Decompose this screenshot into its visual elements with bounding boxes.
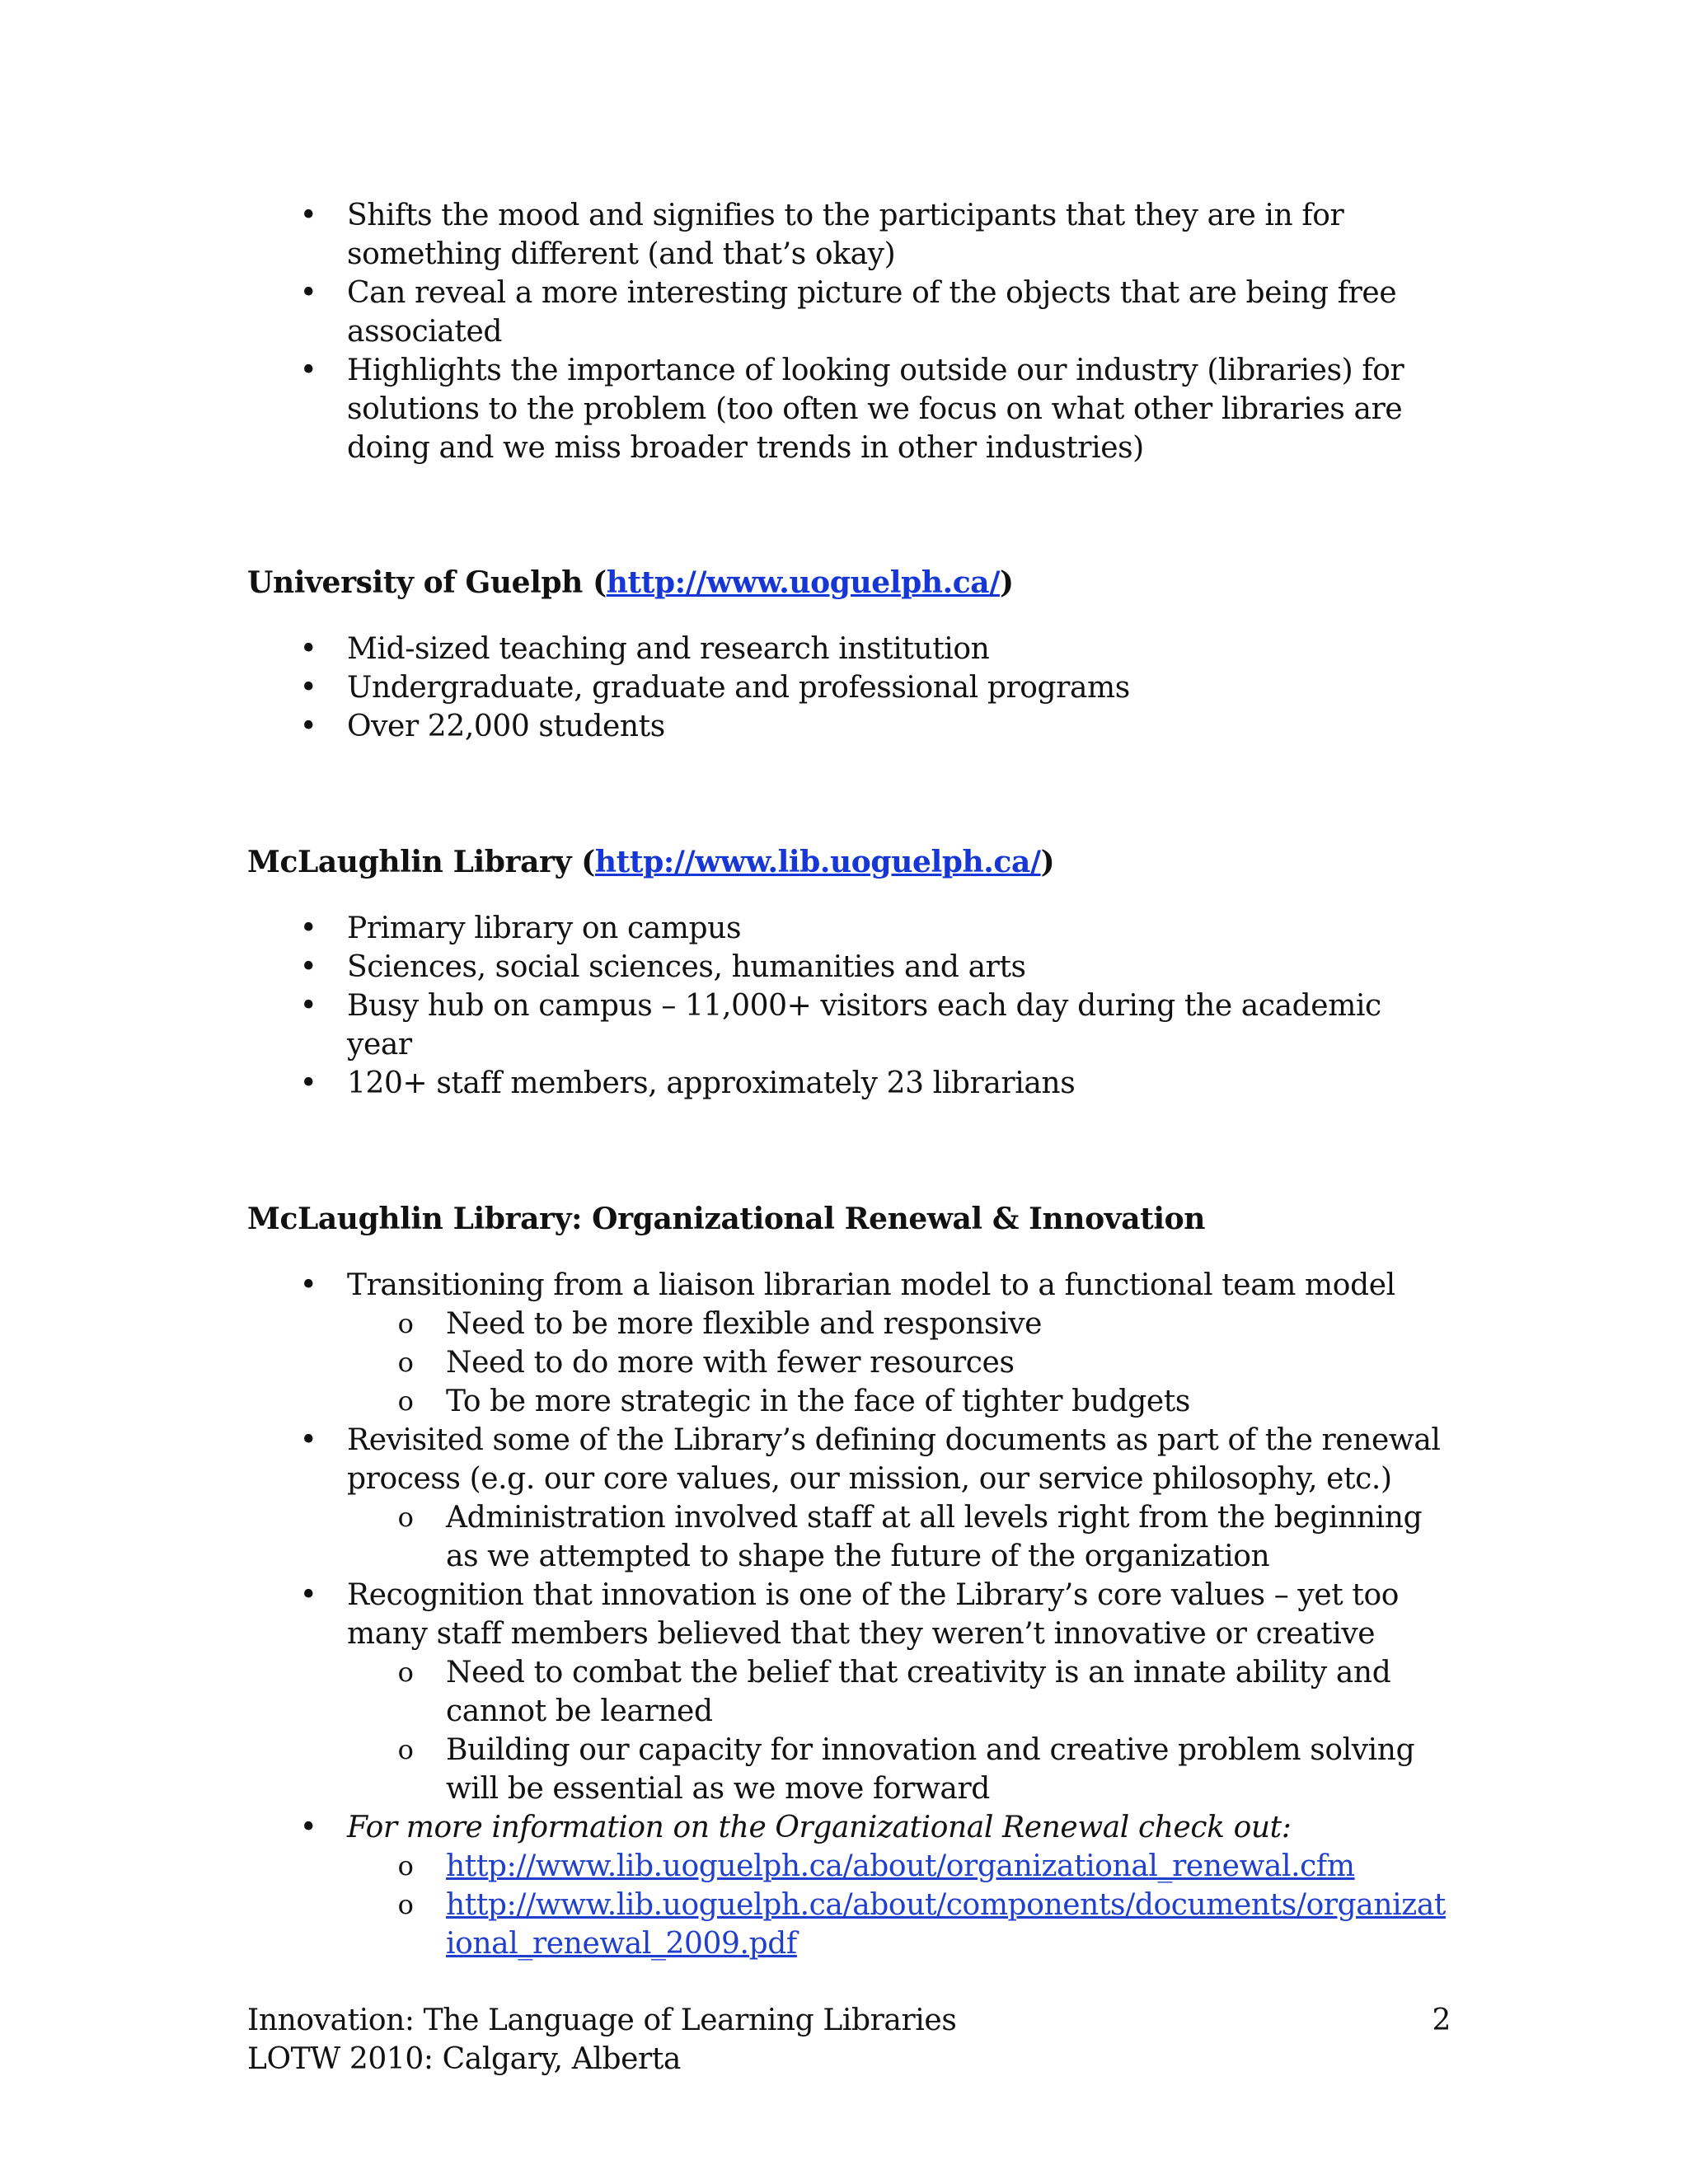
list-item — [247, 909, 1451, 948]
circle-bullet-icon: o — [397, 1850, 414, 1882]
list-item — [247, 630, 1451, 668]
section-heading-mclaughlin — [247, 843, 1451, 882]
sub-list-item — [247, 1886, 1451, 1963]
list-item — [247, 987, 1451, 1064]
bullet-icon: • — [299, 632, 317, 666]
sub-list-item-text: To be more strategic in the face of tighter budgets — [446, 1385, 1190, 1418]
bullet-icon: • — [299, 989, 317, 1023]
list-item-text: Can reveal a more interesting picture of the objects that are being free associated — [347, 276, 1397, 349]
bullet-icon: • — [299, 354, 317, 387]
section-heading-renewal — [247, 1200, 1451, 1239]
sub-list-item-text: Administration involved staff at all levels right from the beginning as we attempted to shape the future of the organization — [446, 1501, 1423, 1573]
sub-list-item — [247, 1343, 1451, 1382]
bullet-icon: • — [299, 1268, 317, 1302]
list-item — [247, 707, 1451, 746]
bullet-icon: • — [299, 710, 317, 743]
list-item-text: Transitioning from a liaison librarian model to a functional team model — [347, 1268, 1395, 1302]
mclaughlin-bullet-list — [247, 909, 1451, 1103]
sub-list-item — [247, 1653, 1451, 1731]
heading-text: McLaughlin Library ( — [247, 845, 595, 879]
circle-bullet-icon: o — [397, 1657, 414, 1688]
list-item-text: Mid-sized teaching and research institution — [347, 632, 990, 666]
mclaughlin-url-link[interactable]: http://www.lib.uoguelph.ca/ — [594, 845, 1041, 879]
list-item — [247, 1266, 1451, 1305]
bullet-icon: • — [299, 671, 317, 705]
heading-text: University of Guelph ( — [247, 565, 607, 600]
sub-list-item-text: Need to be more flexible and responsive — [446, 1307, 1043, 1341]
heading-text: McLaughlin Library: Organizational Renewal & Innovation — [247, 1202, 1206, 1236]
circle-bullet-icon: o — [397, 1889, 414, 1920]
list-item — [247, 1576, 1451, 1653]
bullet-icon: • — [299, 199, 317, 232]
list-item-text: Over 22,000 students — [347, 710, 665, 743]
bullet-icon: • — [299, 1423, 317, 1457]
list-item — [247, 1064, 1451, 1103]
circle-bullet-icon: o — [397, 1502, 414, 1533]
list-item-text: Highlights the importance of looking outside our industry (libraries) for solutions to the problem (too often we focus on what other libraries are doing and we miss broader trends in other industries) — [347, 354, 1404, 465]
list-item — [247, 274, 1451, 351]
bullet-icon: • — [299, 276, 317, 310]
bullet-icon: • — [299, 1066, 317, 1100]
list-item-text: Undergraduate, graduate and professional programs — [347, 671, 1130, 705]
sub-list-item — [247, 1847, 1451, 1886]
list-item — [247, 196, 1451, 274]
list-item — [247, 1808, 1451, 1847]
sub-list-item — [247, 1731, 1451, 1808]
circle-bullet-icon: o — [397, 1308, 414, 1339]
footer-line-1: Innovation: The Language of Learning Libraries — [247, 2004, 957, 2037]
guelph-bullet-list — [247, 630, 1451, 746]
sub-list-item-text: Need to combat the belief that creativity is an innate ability and cannot be learned — [446, 1656, 1391, 1728]
circle-bullet-icon: o — [397, 1347, 414, 1378]
list-item-text: For more information on the Organizational Renewal check out: — [347, 1811, 1292, 1844]
guelph-url-link[interactable]: http://www.uoguelph.ca/ — [606, 565, 1000, 600]
renewal-page-link[interactable]: http://www.lib.uoguelph.ca/about/organizational_renewal.cfm — [446, 1849, 1355, 1883]
intro-bullet-list — [247, 196, 1451, 467]
list-item-text: Recognition that innovation is one of the Library’s core values – yet too many staff members believed that they weren’t innovative or creative — [347, 1578, 1399, 1651]
list-item-text: Revisited some of the Library’s defining documents as part of the renewal process (e.g. our core values, our mission, our service philosophy, etc.) — [347, 1423, 1441, 1496]
list-item — [247, 351, 1451, 467]
page-footer — [247, 2001, 1451, 2079]
list-item — [247, 668, 1451, 707]
heading-text-end: ) — [1040, 845, 1055, 879]
circle-bullet-icon: o — [397, 1385, 414, 1417]
list-item — [247, 948, 1451, 987]
section-heading-guelph — [247, 564, 1451, 602]
bullet-icon: • — [299, 950, 317, 984]
page-number: 2 — [1432, 2004, 1451, 2037]
bullet-icon: • — [299, 1811, 317, 1844]
page-content — [247, 196, 1451, 1963]
sub-list-item-text: Building our capacity for innovation and creative problem solving will be essential as we move forward — [446, 1733, 1415, 1806]
list-item-text: 120+ staff members, approximately 23 librarians — [347, 1066, 1076, 1100]
bullet-icon: • — [299, 1578, 317, 1612]
list-item-text: Sciences, social sciences, humanities and arts — [347, 950, 1026, 984]
sub-list-item — [247, 1305, 1451, 1343]
renewal-pdf-link[interactable]: http://www.lib.uoguelph.ca/about/components/documents/organizational_renewal_2009.pdf — [446, 1888, 1446, 1961]
list-item — [247, 1421, 1451, 1498]
sub-list-item — [247, 1498, 1451, 1576]
list-item-text: Busy hub on campus – 11,000+ visitors each day during the academic year — [347, 989, 1381, 1062]
sub-list-item-text: Need to do more with fewer resources — [446, 1346, 1015, 1380]
sub-list-item — [247, 1382, 1451, 1421]
list-item-text: Shifts the mood and signifies to the participants that they are in for something different (and that’s okay) — [347, 199, 1344, 271]
circle-bullet-icon: o — [397, 1734, 414, 1765]
renewal-bullet-list — [247, 1266, 1451, 1963]
footer-line-2: LOTW 2010: Calgary, Alberta — [247, 2042, 681, 2076]
heading-text-end: ) — [999, 565, 1014, 600]
bullet-icon: • — [299, 912, 317, 945]
list-item-text: Primary library on campus — [347, 912, 742, 945]
